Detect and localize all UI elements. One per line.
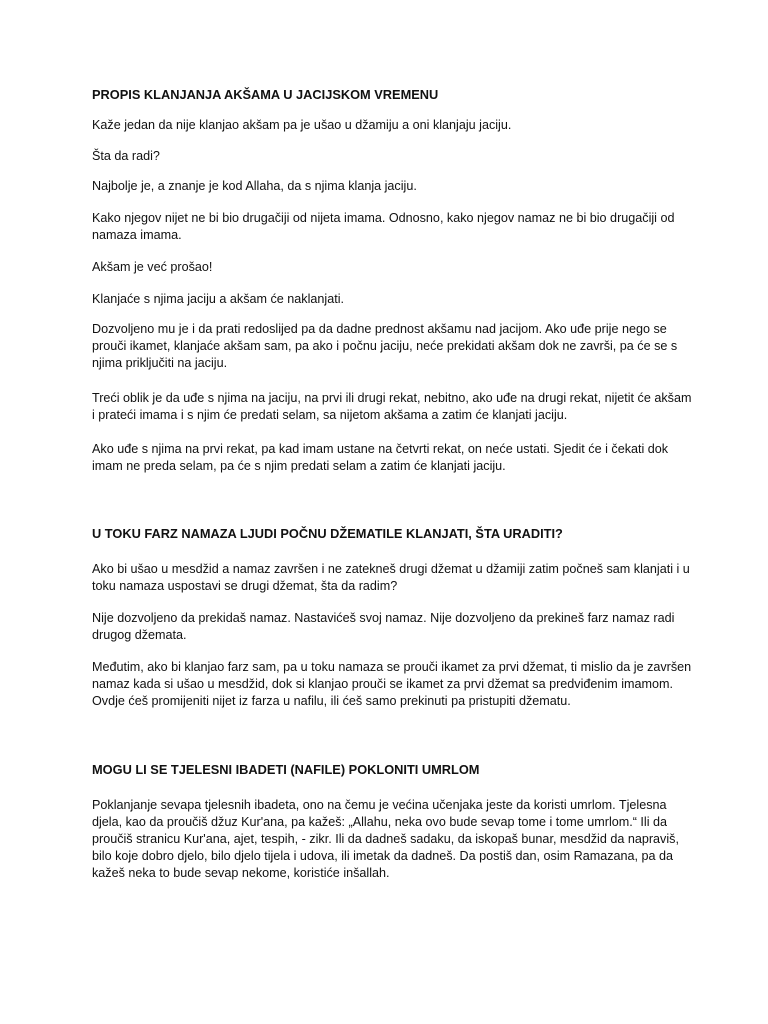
paragraph: Treći oblik je da uđe s njima na jaciju, na prvi ili drugi rekat, nebitno, ako uđe na drugi rekat, nijetit će akšam i prateći imama i s njim će predati selam, sa nijetom akšama a zatim će klanjati jaciju. [92, 391, 692, 422]
section-3-title: MOGU LI SE TJELESNI IBADETI (NAFILE) POKLONITI UMRLOM [92, 762, 480, 777]
paragraph: Kaže jedan da nije klanjao akšam pa je ušao u džamiju a oni klanjaju jaciju. [92, 118, 512, 132]
paragraph: Šta da radi? [92, 149, 160, 163]
paragraph: Ako uđe s njima na prvi rekat, pa kad imam ustane na četvrti rekat, on neće ustati. Sjedit će i čekati dok imam ne preda selam, pa će s njim predati selam a zatim će klanjati jaciju. [92, 442, 669, 473]
paragraph: Najbolje je, a znanje je kod Allaha, da s njima klanja jaciju. [92, 179, 417, 193]
paragraph: Nije dozvoljeno da prekidaš namaz. Nastavićeš svoj namaz. Nije dozvoljeno da prekineš farz namaz radi drugog džemata. [92, 611, 675, 642]
paragraph: Akšam je već prošao! [92, 260, 213, 274]
paragraph: Međutim, ako bi klanjao farz sam, pa u toku namaza se prouči ikamet za prvi džemat, ti mislio da je završen namaz kada si ušao u mesdžid, dok si klanjao prouči se ikamet za prvi džemat sa predviđenim imamom. Ovdje ćeš promijeniti nijet iz farza u nafilu, ili ćeš samo prekinuti pa pristupiti džematu. [92, 660, 692, 708]
paragraph: Dozvoljeno mu je i da prati redoslijed pa da dadne prednost akšamu nad jacijom. Ako uđe prije nego se prouči ikamet, klanjaće akšam sam, pa ako i počnu jaciju, neće prekidati akšam dok ne završi, pa će se s njima priključiti na jaciju. [92, 322, 678, 370]
section-2-title: U TOKU FARZ NAMAZA LJUDI POČNU DŽEMATILE KLANJATI, ŠTA URADITI? [92, 526, 563, 541]
paragraph: Kako njegov nijet ne bi bio drugačiji od nijeta imama. Odnosno, kako njegov namaz ne bi bio drugačiji od namaza imama. [92, 211, 675, 242]
paragraph: Ako bi ušao u mesdžid a namaz završen i ne zatekneš drugi džemat u džamiji zatim počneš sam klanjati i u toku namaza uspostavi se drugi džemat, šta da radim? [92, 562, 690, 593]
section-1-title: PROPIS KLANJANJA AKŠAMA U JACIJSKOM VREMENU [92, 87, 439, 102]
paragraph: Klanjaće s njima jaciju a akšam će naklanjati. [92, 292, 344, 306]
paragraph: Poklanjanje sevapa tjelesnih ibadeta, ono na čemu je većina učenjaka jeste da koristi umrlom. Tjelesna djela, kao da proučiš džuz Kur'ana, pa kažeš: „Allahu, neka ovo bude sevap tome i tome umrlom.“ Ili da proučiš stranicu Kur'ana, ajet, tespih, - zikr. Ili da dadneš sadaku, da iskopaš bunar, mesdžid da napraviš, bilo koje dobro djelo, bilo djelo tijela i udova, ili imetak da dadneš. Da postiš dan, osim Ramazana, pa da kažeš neka to bude sevap nekome, koristiće inšallah. [92, 798, 679, 880]
